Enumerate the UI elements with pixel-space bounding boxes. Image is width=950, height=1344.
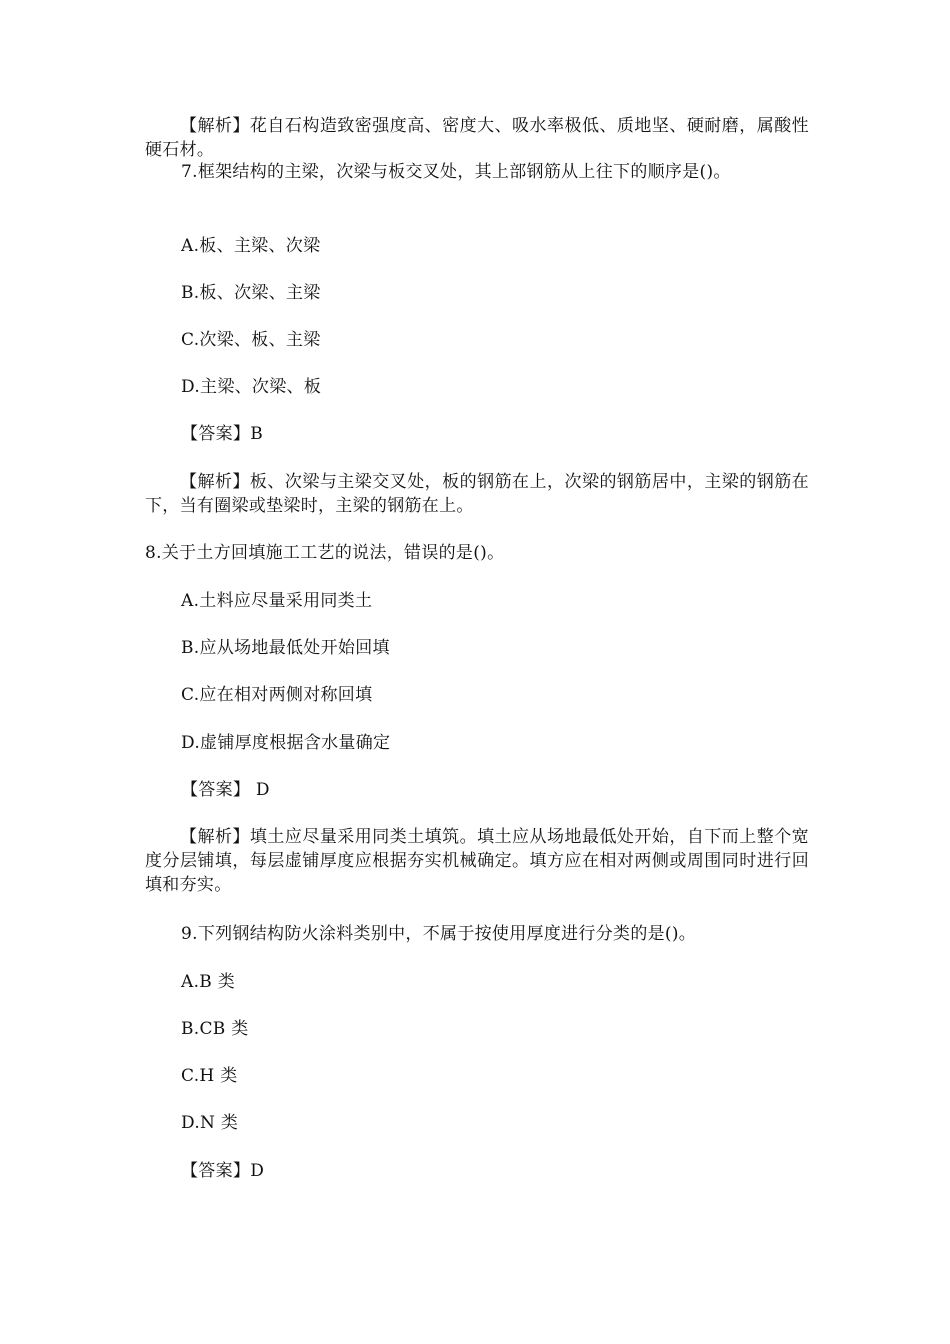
q9-option-a: A.B 类 [181, 972, 236, 992]
q7-option-a: A.板、主梁、次梁 [181, 236, 321, 256]
q7-option-c: C.次梁、板、主梁 [181, 330, 321, 350]
q8-option-c: C.应在相对两侧对称回填 [181, 685, 373, 705]
q8-option-a: A.土料应尽量采用同类土 [181, 591, 373, 611]
q8-option-b: B.应从场地最低处开始回填 [181, 638, 390, 658]
q9-answer: 【答案】D [181, 1161, 265, 1181]
q7-answer: 【答案】B [181, 424, 263, 444]
q9-option-c: C.H 类 [181, 1066, 238, 1086]
q8-option-d: D.虚铺厚度根据含水量确定 [181, 733, 391, 753]
q9-option-d: D.N 类 [181, 1113, 239, 1133]
question-9: 9.下列钢结构防火涂料类别中，不属于按使用厚度进行分类的是()。 [181, 924, 697, 944]
question-7: 7.框架结构的主梁，次梁与板交叉处，其上部钢筋从上往下的顺序是()。 [181, 162, 731, 182]
q7-option-b: B.板、次梁、主梁 [181, 283, 321, 303]
q8-answer: 【答案】 D [181, 780, 270, 800]
q7-option-d: D.主梁、次梁、板 [181, 377, 322, 397]
q8-analysis: 【解析】填土应尽量采用同类土填筑。填土应从场地最低处开始，自下而上整个宽度分层铺填，每层虚铺厚度应根据夯实机械确定。填方应在相对两侧或周围同时进行回填和夯实。 [145, 827, 809, 895]
analysis-q6: 【解析】花自石构造致密强度高、密度大、吸水率极低、质地坚、硬耐磨，属酸性硬石材。 [145, 116, 809, 160]
q7-analysis: 【解析】板、次梁与主梁交叉处，板的钢筋在上，次梁的钢筋居中，主梁的钢筋在下，当有圈梁或垫梁时，主梁的钢筋在上。 [145, 472, 809, 516]
question-8: 8.关于土方回填施工工艺的说法，错误的是()。 [145, 543, 505, 563]
q9-option-b: B.CB 类 [181, 1019, 249, 1039]
